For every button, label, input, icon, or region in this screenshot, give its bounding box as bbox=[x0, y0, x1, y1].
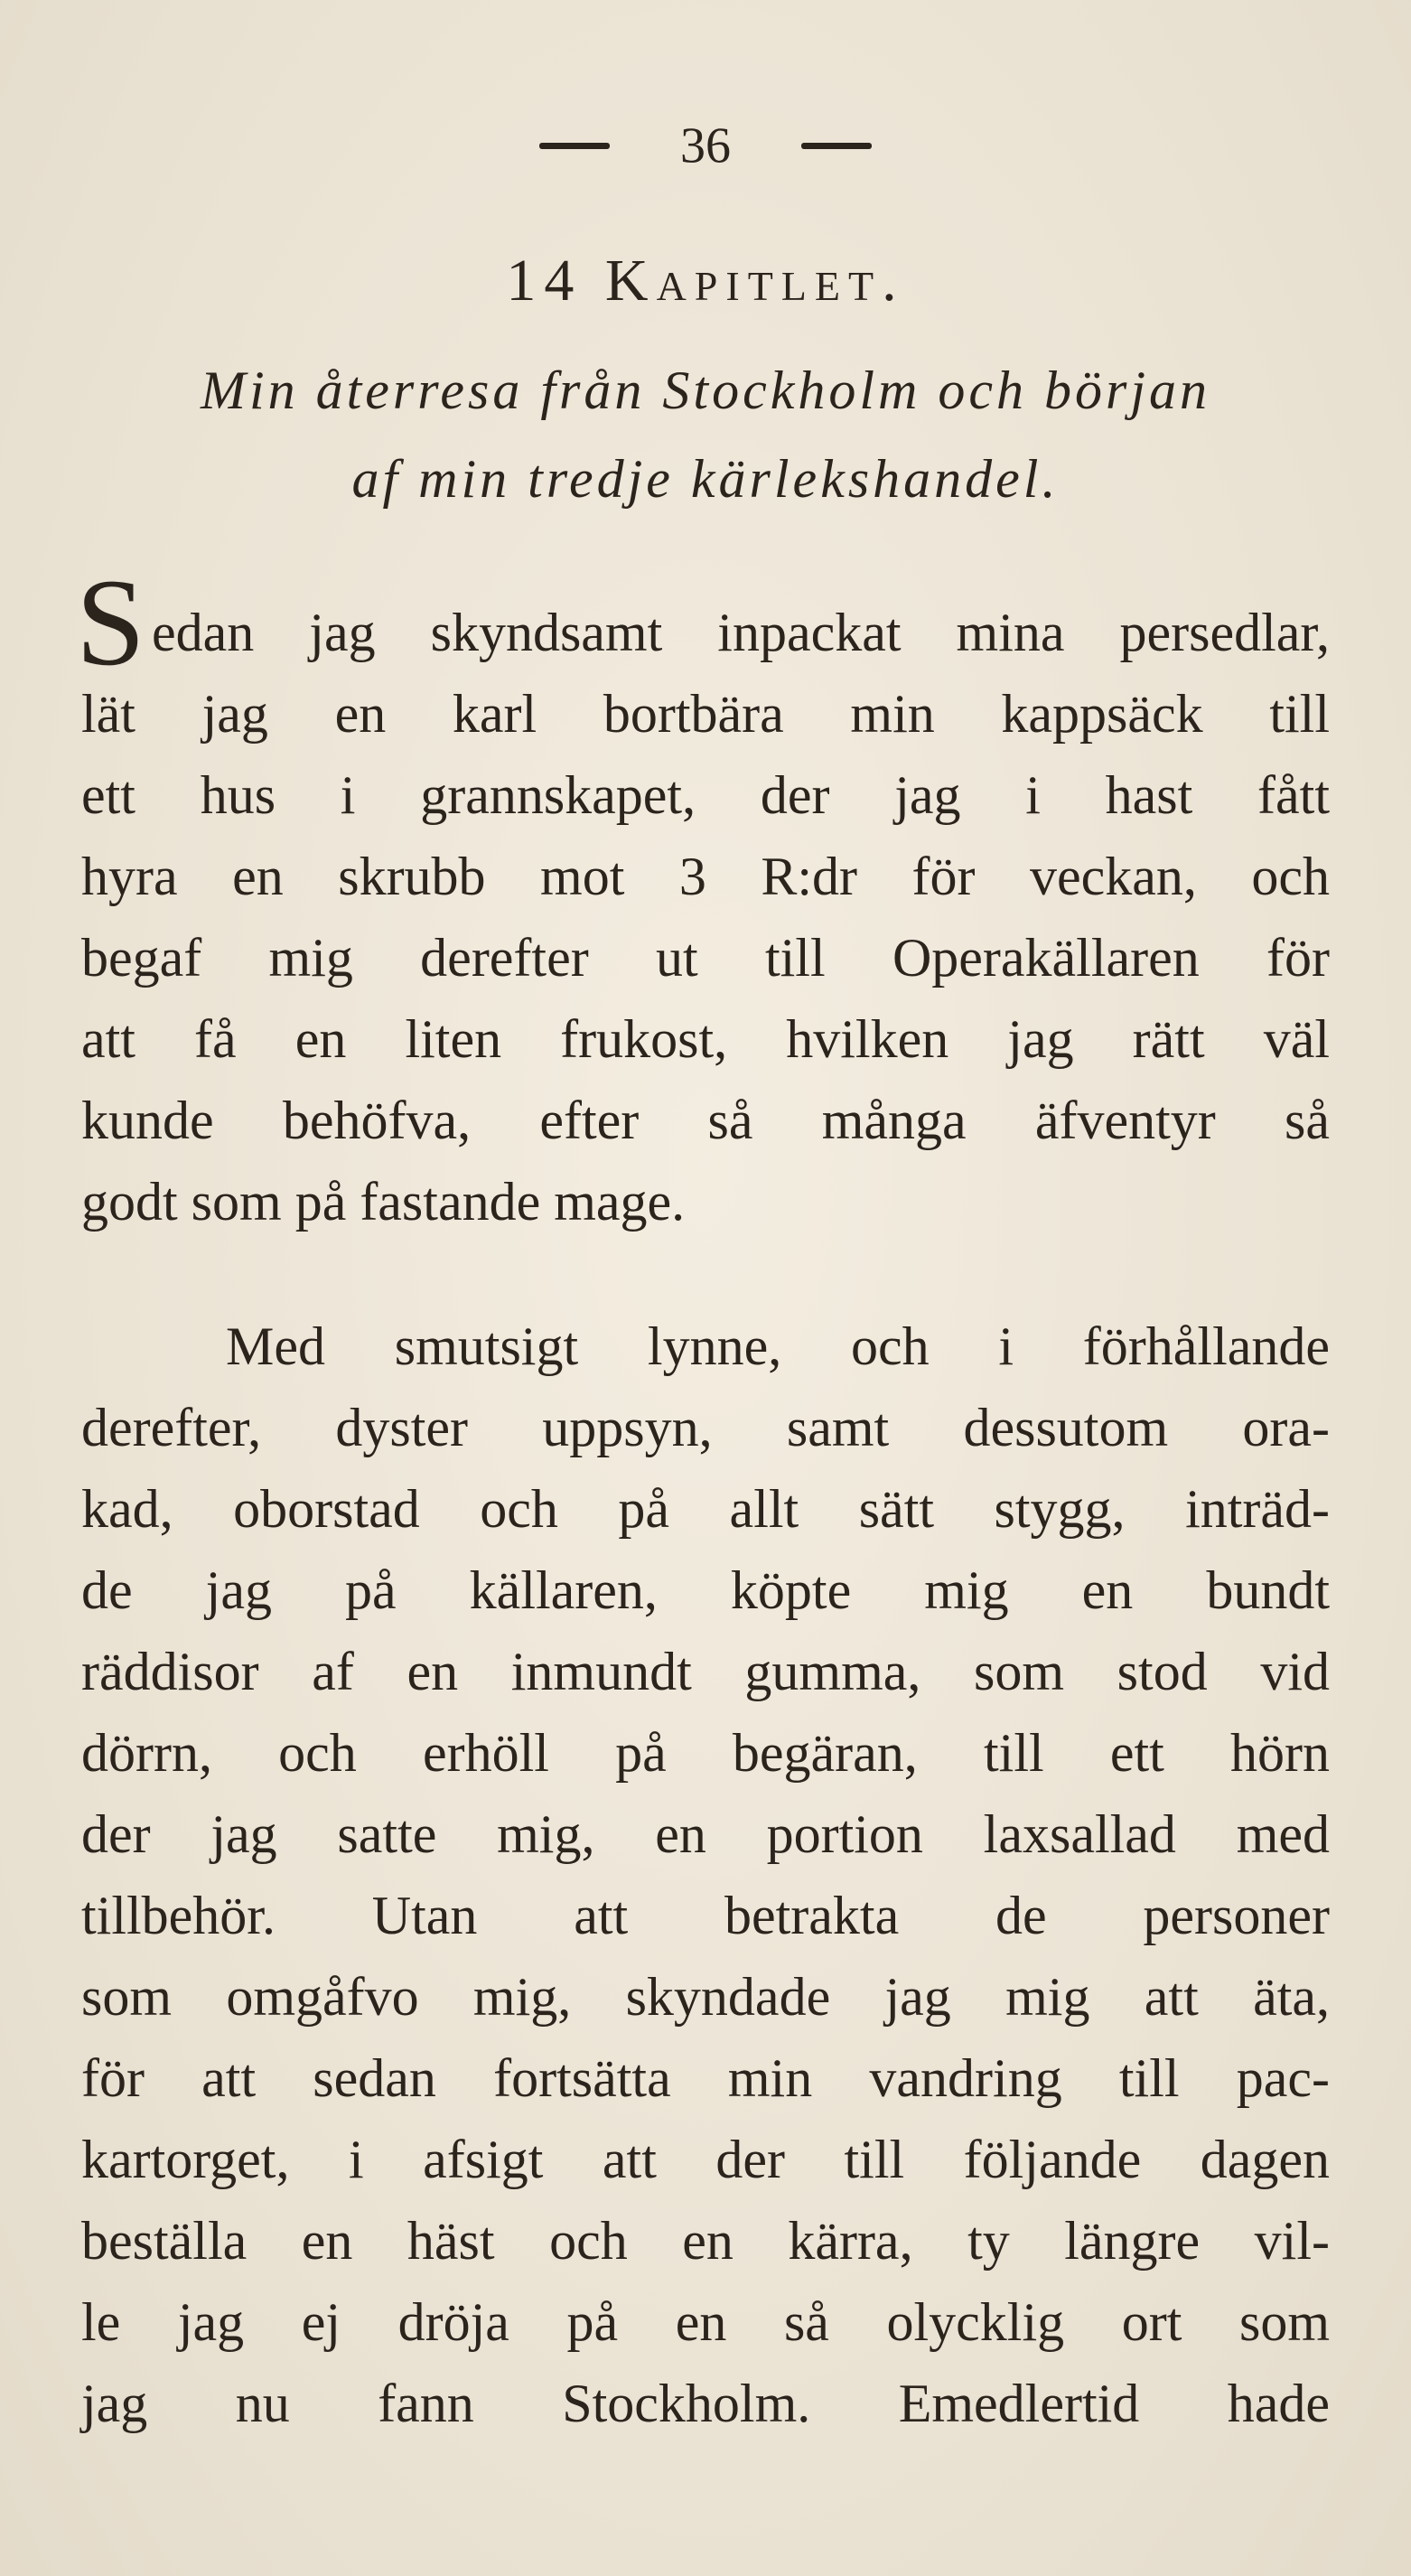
right-rule bbox=[801, 143, 872, 149]
text-line: beställa en häst och en kärra, ty längre vil- bbox=[81, 2211, 1330, 2271]
text-line: Med smutsigt lynne, och i förhållande bbox=[226, 1316, 1330, 1376]
text-line: ett hus i grannskapet, der jag i hast fått bbox=[81, 765, 1330, 825]
text-line: hyra en skrubb mot 3 R:dr för veckan, och bbox=[81, 847, 1330, 906]
text-line: räddisor af en inmundt gumma, som stod vid bbox=[81, 1642, 1330, 1701]
text-line: lät jag en karl bortbära min kappsäck till bbox=[81, 684, 1330, 744]
text-line: begaf mig derefter ut till Operakällaren för bbox=[81, 928, 1330, 988]
text-line: som omgåfvo mig, skyndade jag mig att äta, bbox=[81, 1967, 1330, 2027]
page-number: 36 bbox=[680, 117, 731, 174]
text-line: der jag satte mig, en portion laxsallad med bbox=[81, 1804, 1330, 1864]
text-line: kunde behöfva, efter så många äfventyr så bbox=[81, 1091, 1330, 1150]
left-rule bbox=[539, 143, 610, 149]
running-head bbox=[0, 117, 1411, 172]
text-line: kad, oborstad och på allt sätt stygg, inträd- bbox=[81, 1479, 1330, 1539]
text-line: jag nu fann Stockholm. Emedlertid hade bbox=[81, 2374, 1330, 2433]
chapter-subtitle-line-2: af min tredje kärlekshandel. bbox=[351, 449, 1060, 509]
text-line: de jag på källaren, köpte mig en bundt bbox=[81, 1560, 1330, 1620]
text-line: derefter, dyster uppsyn, samt dessutom ora- bbox=[81, 1398, 1330, 1457]
drop-cap: S bbox=[76, 553, 145, 691]
chapter-heading: 14 Kapitlet. bbox=[506, 248, 905, 314]
text-line: kartorget, i afsigt att der till följande dagen bbox=[81, 2130, 1330, 2189]
text-line: edan jag skyndsamt inpackat mina persedlar, bbox=[152, 603, 1330, 662]
text-line: för att sedan fortsätta min vandring till pac- bbox=[81, 2048, 1330, 2108]
text-line: att få en liten frukost, hvilken jag rätt väl bbox=[81, 1009, 1330, 1069]
text-line: tillbehör. Utan att betrakta de personer bbox=[81, 1886, 1330, 1945]
text-line: dörrn, och erhöll på begäran, till ett hörn bbox=[81, 1723, 1330, 1783]
text-line: godt som på fastande mage. bbox=[81, 1172, 686, 1232]
text-line: le jag ej dröja på en så olycklig ort som bbox=[81, 2292, 1330, 2352]
chapter-subtitle-line-1: Min återresa från Stockholm och början bbox=[200, 361, 1210, 420]
